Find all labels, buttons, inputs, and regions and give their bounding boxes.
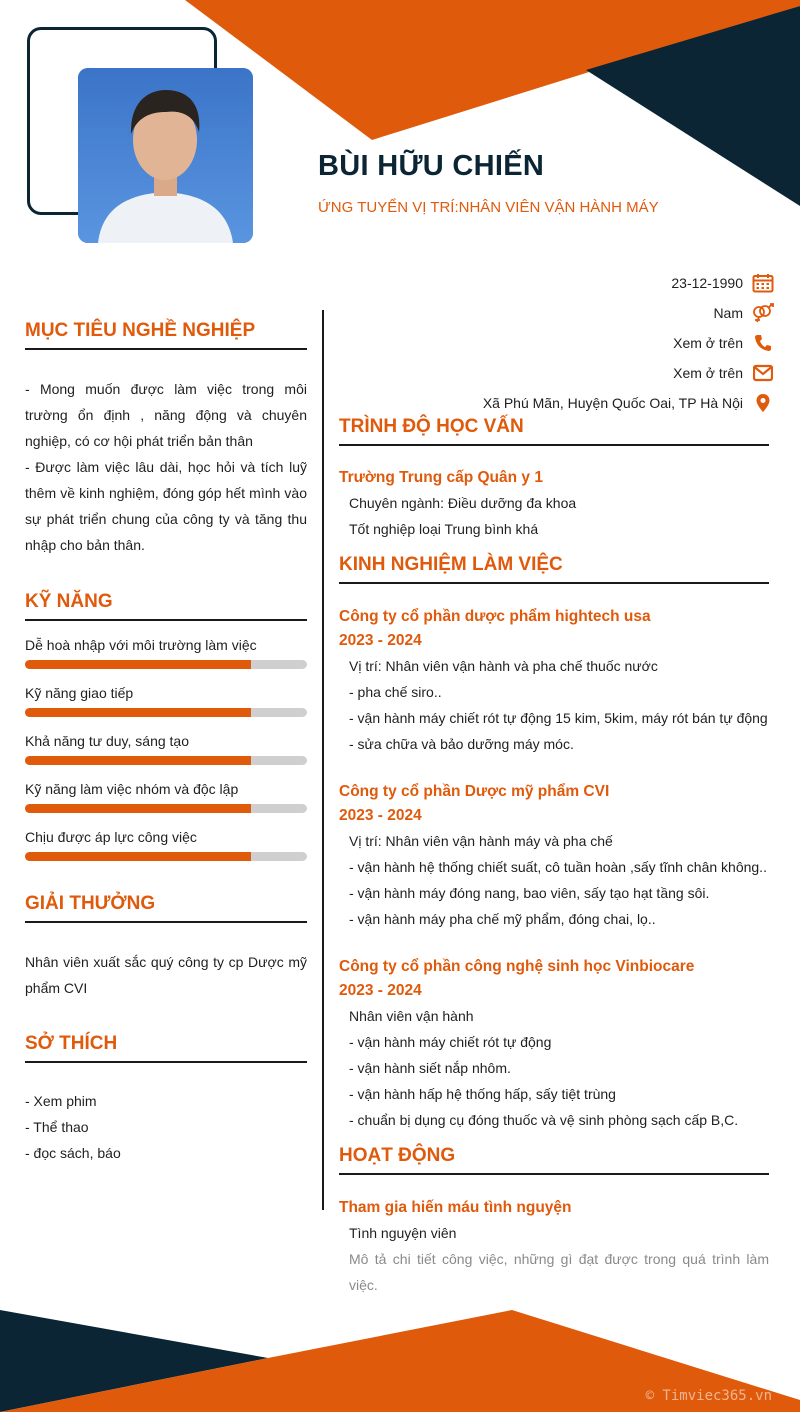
activity-name: Tham gia hiến máu tình nguyện	[339, 1199, 572, 1216]
skill-bar	[25, 708, 307, 717]
activity-description: Mô tả chi tiết công việc, những gì đạt được trong quá trình làm việc.	[349, 1251, 769, 1293]
activities-title: HOẠT ĐỘNG	[339, 1145, 769, 1175]
education-entry	[339, 466, 769, 542]
award-text: Nhân viên xuất sắc quý công ty cp Dược mỹ phẩm CVI	[25, 954, 307, 996]
objective-title: MỤC TIÊU NGHỀ NGHIỆP	[25, 320, 307, 350]
contact-phone	[483, 328, 775, 358]
job-company: Công ty cổ phần công nghệ sinh học Vinbiocare	[339, 958, 695, 975]
hobby-item: - đọc sách, báo	[25, 1145, 121, 1161]
skill-bar-fill	[25, 660, 251, 669]
objective-line: - Được làm việc lâu dài, học hỏi và tích luỹ thêm về kinh nghiệm, đóng góp hết mình vào sự phát triển chung của công ty và tăng thu nhập cho bản thân.	[25, 459, 307, 553]
hobbies-title: SỞ THÍCH	[25, 1033, 307, 1063]
skill-bar	[25, 804, 307, 813]
skill-bar-fill	[25, 852, 251, 861]
skill-bar-fill	[25, 756, 251, 765]
experience-title: KINH NGHIỆM LÀM VIỆC	[339, 554, 769, 584]
activity-entry	[339, 1196, 769, 1298]
job-line: - vận hành máy pha chế mỹ phẩm, đóng chai, lọ..	[349, 911, 656, 927]
job-line: - vận hành máy đóng nang, bao viên, sấy tạo hạt tầng sôi.	[349, 885, 710, 901]
left-column	[25, 320, 307, 1166]
avatar	[78, 68, 253, 243]
skill-bar	[25, 852, 307, 861]
contact-address	[483, 388, 775, 418]
job-line: - vận hành hệ thống chiết suất, cô tuần hoàn ,sấy tĩnh chân không..	[349, 859, 767, 875]
email-icon	[751, 362, 775, 384]
gender-icon	[751, 302, 775, 324]
awards-title: GIẢI THƯỞNG	[25, 893, 307, 923]
birthday-value: 23-12-1990	[671, 275, 743, 291]
skill-name: Khả năng tư duy, sáng tạo	[25, 733, 190, 749]
skill-item	[25, 779, 307, 813]
job-period: 2023 - 2024	[339, 807, 422, 824]
skill-name: Chịu được áp lực công việc	[25, 829, 197, 845]
gender-value: Nam	[713, 305, 743, 321]
contact-birthday	[483, 268, 775, 298]
job-line: - vận hành máy chiết rót tự động 15 kim, 5kim, máy rót bán tự động	[349, 710, 768, 726]
skill-bar-fill	[25, 708, 251, 717]
hobby-item: - Xem phim	[25, 1093, 97, 1109]
job-line: - vận hành hấp hệ thống hấp, sấy tiệt trùng	[349, 1086, 616, 1102]
job-period: 2023 - 2024	[339, 982, 422, 999]
skill-bar	[25, 660, 307, 669]
skills-title: KỸ NĂNG	[25, 591, 307, 621]
job-entry	[339, 780, 769, 932]
calendar-icon	[751, 272, 775, 294]
skill-item	[25, 827, 307, 861]
activity-role: Tình nguyện viên	[349, 1225, 457, 1241]
contact-gender	[483, 298, 775, 328]
skill-item	[25, 635, 307, 669]
job-entry	[339, 955, 769, 1133]
address-value: Xã Phú Mãn, Huyện Quốc Oai, TP Hà Nội	[482, 395, 743, 411]
job-company: Công ty cổ phần Dược mỹ phẩm CVI	[339, 783, 610, 800]
skill-name: Kỹ năng giao tiếp	[25, 685, 134, 701]
job-entry	[339, 605, 769, 757]
skill-bar	[25, 756, 307, 765]
job-line: Vị trí: Nhân viên vận hành máy và pha chế	[349, 833, 613, 849]
job-line: Vị trí: Nhân viên vận hành và pha chế thuốc nước	[349, 658, 658, 674]
applied-position: ỨNG TUYỂN VỊ TRÍ:NHÂN VIÊN VẬN HÀNH MÁY	[318, 199, 659, 216]
candidate-name: BÙI HỮU CHIẾN	[318, 150, 545, 182]
education-grade: Tốt nghiệp loại Trung bình khá	[349, 521, 539, 537]
hobby-item: - Thể thao	[25, 1119, 89, 1135]
right-column	[339, 416, 769, 1298]
skill-bar-fill	[25, 804, 251, 813]
job-line: - chuẩn bị dụng cụ đóng thuốc và vệ sinh phòng sạch cấp B,C.	[349, 1112, 739, 1128]
email-value: Xem ở trên	[673, 365, 743, 381]
skills-list	[25, 635, 307, 861]
phone-icon	[751, 332, 775, 354]
objective-line: - Mong muốn được làm việc trong môi trường ổn định , năng động và chuyên nghiệp, có cơ hội phát triển bản thân	[25, 381, 307, 449]
school-name: Trường Trung cấp Quân y 1	[339, 469, 543, 486]
education-major: Chuyên ngành: Điều dưỡng đa khoa	[349, 495, 577, 511]
job-company: Công ty cổ phần dược phẩm hightech usa	[339, 608, 651, 625]
job-line: - pha chế siro..	[349, 684, 442, 700]
job-period: 2023 - 2024	[339, 632, 422, 649]
job-line: - vận hành siết nắp nhôm.	[349, 1060, 511, 1076]
skill-name: Kỹ năng làm việc nhóm và độc lập	[25, 781, 239, 797]
job-line: Nhân viên vận hành	[349, 1008, 474, 1024]
objective-content	[25, 376, 307, 558]
location-pin-icon	[751, 392, 775, 414]
phone-value: Xem ở trên	[673, 335, 743, 351]
hobbies-list	[25, 1088, 307, 1166]
column-divider	[322, 310, 324, 1210]
contact-email	[483, 358, 775, 388]
education-title: TRÌNH ĐỘ HỌC VẤN	[339, 416, 769, 446]
job-line: - vận hành máy chiết rót tự động	[349, 1034, 552, 1050]
watermark: © Timviec365.vn	[645, 1388, 772, 1404]
skill-name: Dễ hoà nhập với môi trường làm việc	[25, 637, 257, 653]
job-line: - sửa chữa và bảo dưỡng máy móc.	[349, 736, 574, 752]
skill-item	[25, 683, 307, 717]
skill-item	[25, 731, 307, 765]
contact-info	[483, 268, 775, 418]
